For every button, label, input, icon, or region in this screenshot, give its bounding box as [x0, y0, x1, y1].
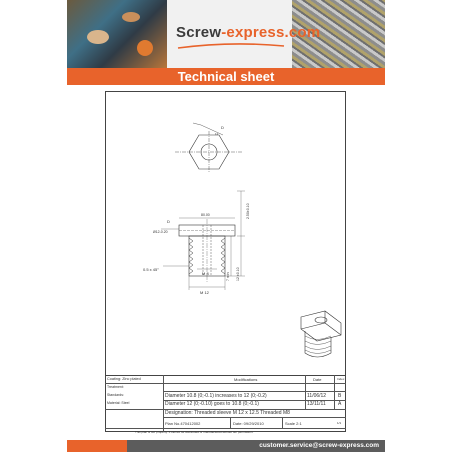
mod-row-1-index: B: [338, 393, 342, 399]
page-index: 1/1: [337, 421, 342, 425]
logo-accent: -express.com: [221, 24, 321, 41]
property-notice: This plan is our property. It cannot be distributed or manufactured without our permission.: [135, 430, 254, 434]
dim-height: 2.50±0.10: [246, 203, 250, 219]
dim-d-left: D: [167, 219, 170, 224]
dim-d-left-value: Ø12-0.20: [153, 230, 168, 234]
dim-total: 12 ±0.10: [236, 267, 240, 281]
plan-date: Date: 09/29/2010: [233, 421, 264, 426]
scale: Scale 2:1: [285, 421, 302, 426]
plan-number: Plan No.470412002: [165, 421, 201, 426]
site-logo[interactable]: [176, 24, 320, 41]
workbench-photo: [67, 0, 167, 68]
footer-accent: [67, 440, 127, 452]
index-header: Index: [337, 377, 345, 381]
mod-row-2-date: 13/11/11: [307, 401, 326, 407]
mod-row-2-index: A: [338, 401, 342, 407]
coating-label: Coating: Zinc plated: [107, 377, 141, 381]
mod-row-1-date: 11/06/12: [307, 393, 327, 399]
designation: Designation: Threaded sleeve M 12 x 12.5 Threaded M8: [165, 410, 290, 416]
hand-shape: [122, 12, 140, 22]
dim-m12: M 12: [200, 290, 209, 295]
material-label: Material: Steel: [107, 401, 130, 405]
dim-chamfer: 0.5 x 45°: [143, 267, 159, 272]
hand-shape: [87, 30, 109, 44]
treatment-label: Treatment:: [107, 385, 124, 389]
modifications-header: Modifications: [234, 377, 258, 382]
logo-swoosh-icon: [176, 42, 286, 50]
dim-d-top: D: [221, 125, 224, 130]
logo-main: Screw: [176, 24, 222, 41]
standards-label: Standards:: [107, 393, 124, 397]
isometric-view: [301, 311, 341, 357]
dim-d-top-tol: 12: [215, 132, 219, 136]
dim-80: 80.00: [201, 213, 210, 217]
dim-m8: M 8: [202, 271, 209, 276]
footer-email[interactable]: customer.service@screw-express.com: [259, 442, 379, 449]
page-title: Technical sheet: [67, 68, 385, 85]
mod-row-2-text: Diameter 12 (0;-0.10) goes to 10.8 (0;-0.1): [165, 401, 259, 407]
date-header: Date: [313, 377, 322, 382]
tool-shape: [137, 40, 153, 56]
mod-row-1-text: Diameter 10.8 (0;-0.1) increases to 12 (0;-0.2): [165, 393, 267, 399]
dim-7: 7 min: [226, 272, 230, 281]
